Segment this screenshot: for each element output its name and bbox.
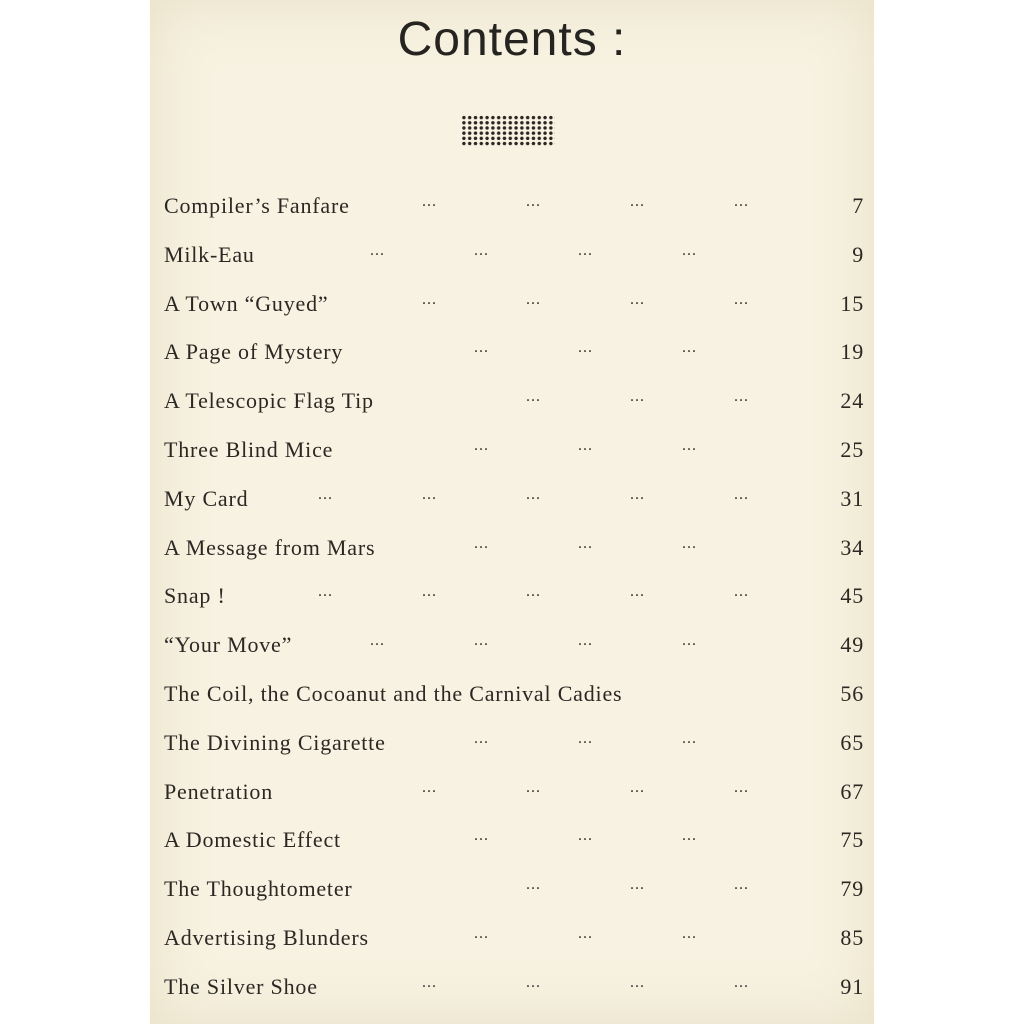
dot-leader: ... bbox=[734, 778, 749, 796]
dot-leader: ... bbox=[682, 827, 697, 845]
toc-entry-page-number: 45 bbox=[840, 583, 864, 609]
toc-entry-page-number: 31 bbox=[840, 485, 864, 511]
dot-leader: ... bbox=[734, 485, 749, 503]
dot-leader: ... bbox=[734, 583, 749, 601]
dot-leader: ... bbox=[526, 193, 541, 210]
book-page bbox=[150, 0, 874, 1024]
dot-leader: ... bbox=[578, 729, 593, 747]
toc-entry-title: Compiler’s Fanfare bbox=[164, 193, 350, 218]
page-title: Contents : bbox=[397, 13, 627, 66]
dot-leader: ... bbox=[370, 241, 385, 259]
dot-leader: ... bbox=[578, 924, 593, 942]
dot-leaders bbox=[164, 388, 864, 418]
dot-leader: ... bbox=[526, 583, 541, 601]
toc-entry-page-number: 91 bbox=[840, 973, 864, 999]
dot-leader: ... bbox=[422, 778, 437, 796]
dot-leader: ... bbox=[578, 241, 593, 259]
toc-entry-page-number: 49 bbox=[840, 632, 864, 658]
dot-leader: ... bbox=[370, 632, 385, 650]
toc-entry bbox=[164, 571, 864, 620]
dot-leaders bbox=[164, 339, 864, 369]
toc-entry bbox=[164, 474, 864, 523]
dot-leader: ... bbox=[318, 583, 333, 601]
dot-leaders bbox=[164, 632, 864, 662]
dot-leader: ... bbox=[682, 729, 697, 747]
dot-leader: ... bbox=[682, 436, 697, 454]
dot-leaders bbox=[164, 291, 864, 321]
dot-leader: ... bbox=[578, 339, 593, 357]
toc-entry-page-number: 9 bbox=[852, 241, 864, 267]
toc-entry-page-number: 56 bbox=[840, 680, 864, 706]
dot-leader: ... bbox=[526, 973, 541, 991]
toc-entry-page-number: 15 bbox=[840, 290, 864, 316]
dot-leader: ... bbox=[422, 973, 437, 991]
toc-entry bbox=[164, 181, 864, 230]
toc-entry bbox=[164, 767, 864, 816]
toc-entry bbox=[164, 279, 864, 328]
dot-leader: ... bbox=[630, 583, 645, 601]
toc-entry-page-number: 75 bbox=[840, 827, 864, 853]
dot-leader: ... bbox=[630, 485, 645, 503]
dot-leader: ... bbox=[474, 339, 489, 357]
dot-leader: ... bbox=[734, 876, 749, 894]
dot-leader: ... bbox=[422, 485, 437, 503]
dot-leaders bbox=[164, 730, 864, 760]
dot-leader: ... bbox=[734, 973, 749, 991]
toc-entry-page-number: 7 bbox=[852, 193, 864, 218]
dot-leader: ... bbox=[578, 632, 593, 650]
dot-leader: ... bbox=[526, 485, 541, 503]
toc-entry-page-number: 67 bbox=[840, 778, 864, 804]
dot-leaders bbox=[164, 876, 864, 906]
toc-entry-page-number: 34 bbox=[840, 534, 864, 560]
dot-leader: ... bbox=[578, 827, 593, 845]
dot-leader: ... bbox=[682, 924, 697, 942]
dot-leader: ... bbox=[630, 193, 645, 210]
toc-entry bbox=[164, 913, 864, 962]
toc-entry-title: The Divining Cigarette bbox=[164, 729, 386, 755]
toc-entry-title: The Coil, the Cocoanut and the Carnival Cadies bbox=[164, 680, 623, 706]
toc-entry bbox=[164, 718, 864, 767]
dot-leader: ... bbox=[474, 241, 489, 259]
toc-entry-title: “Your Move” bbox=[164, 632, 293, 658]
toc-entry-title: The Silver Shoe bbox=[164, 973, 318, 999]
dot-leader: ... bbox=[734, 290, 749, 308]
dot-leader: ... bbox=[422, 583, 437, 601]
toc-entry-page-number: 24 bbox=[840, 388, 864, 414]
toc-entry-title: Penetration bbox=[164, 778, 273, 804]
dot-leaders bbox=[164, 535, 864, 565]
toc-entry-title: A Message from Mars bbox=[164, 534, 376, 560]
dot-leader: ... bbox=[682, 534, 697, 552]
toc-entry-page-number: 19 bbox=[840, 339, 864, 365]
dot-leader: ... bbox=[734, 388, 749, 406]
dot-leader: ... bbox=[422, 290, 437, 308]
dot-leader: ... bbox=[474, 827, 489, 845]
dot-leader: ... bbox=[734, 193, 749, 210]
toc-entry-title: My Card bbox=[164, 485, 249, 511]
toc-entry-title: A Page of Mystery bbox=[164, 339, 344, 365]
toc-entry bbox=[164, 230, 864, 279]
toc-entry bbox=[164, 620, 864, 669]
dot-leader: ... bbox=[526, 876, 541, 894]
toc-entry bbox=[164, 376, 864, 425]
dot-leaders bbox=[164, 437, 864, 467]
dot-leaders bbox=[164, 681, 864, 711]
dot-leaders bbox=[164, 486, 864, 516]
toc-entry bbox=[164, 962, 864, 1011]
dot-leader: ... bbox=[630, 778, 645, 796]
dot-leaders bbox=[164, 827, 864, 857]
toc-entry bbox=[164, 327, 864, 376]
toc-entry-page-number: 25 bbox=[840, 436, 864, 462]
toc-entry-title: A Domestic Effect bbox=[164, 827, 341, 853]
toc-entry-page-number: 65 bbox=[840, 729, 864, 755]
toc-entry-title: Snap ! bbox=[164, 583, 226, 609]
toc-entry-title: Advertising Blunders bbox=[164, 924, 369, 950]
dot-leaders bbox=[164, 242, 864, 272]
dot-leaders bbox=[164, 974, 864, 1004]
dot-leader: ... bbox=[682, 241, 697, 259]
toc-entry bbox=[164, 523, 864, 572]
toc-entry-page-number: 85 bbox=[840, 924, 864, 950]
dot-leader: ... bbox=[578, 436, 593, 454]
dot-leader: ... bbox=[526, 778, 541, 796]
toc-entry bbox=[164, 815, 864, 864]
toc-entry bbox=[164, 669, 864, 718]
toc-entry bbox=[164, 864, 864, 913]
toc-entry-page-number: 79 bbox=[840, 876, 864, 902]
dot-leaders bbox=[164, 583, 864, 613]
dot-leader: ... bbox=[630, 876, 645, 894]
dot-leader: ... bbox=[318, 485, 333, 503]
dot-leaders bbox=[164, 193, 864, 223]
dot-leader: ... bbox=[682, 339, 697, 357]
dot-leader: ... bbox=[630, 973, 645, 991]
dot-grid-ornament bbox=[461, 115, 555, 146]
dot-leader: ... bbox=[422, 193, 437, 210]
toc-entry-title: The Thoughtometer bbox=[164, 876, 353, 902]
dot-leader: ... bbox=[474, 729, 489, 747]
dot-leader: ... bbox=[630, 290, 645, 308]
table-of-contents bbox=[164, 181, 864, 1011]
dot-leader: ... bbox=[474, 534, 489, 552]
dot-leader: ... bbox=[474, 924, 489, 942]
toc-entry-title: Three Blind Mice bbox=[164, 436, 334, 462]
toc-entry-title: A Town “Guyed” bbox=[164, 290, 329, 316]
dot-leader: ... bbox=[474, 436, 489, 454]
toc-entry-title: Milk-Eau bbox=[164, 241, 255, 267]
dot-leader: ... bbox=[474, 632, 489, 650]
dot-leader: ... bbox=[630, 388, 645, 406]
dot-leaders bbox=[164, 779, 864, 809]
toc-entry bbox=[164, 425, 864, 474]
dot-leaders bbox=[164, 925, 864, 955]
dot-leader: ... bbox=[526, 388, 541, 406]
dot-leader: ... bbox=[682, 632, 697, 650]
dot-leader: ... bbox=[526, 290, 541, 308]
toc-entry-title: A Telescopic Flag Tip bbox=[164, 388, 374, 414]
dot-leader: ... bbox=[578, 534, 593, 552]
